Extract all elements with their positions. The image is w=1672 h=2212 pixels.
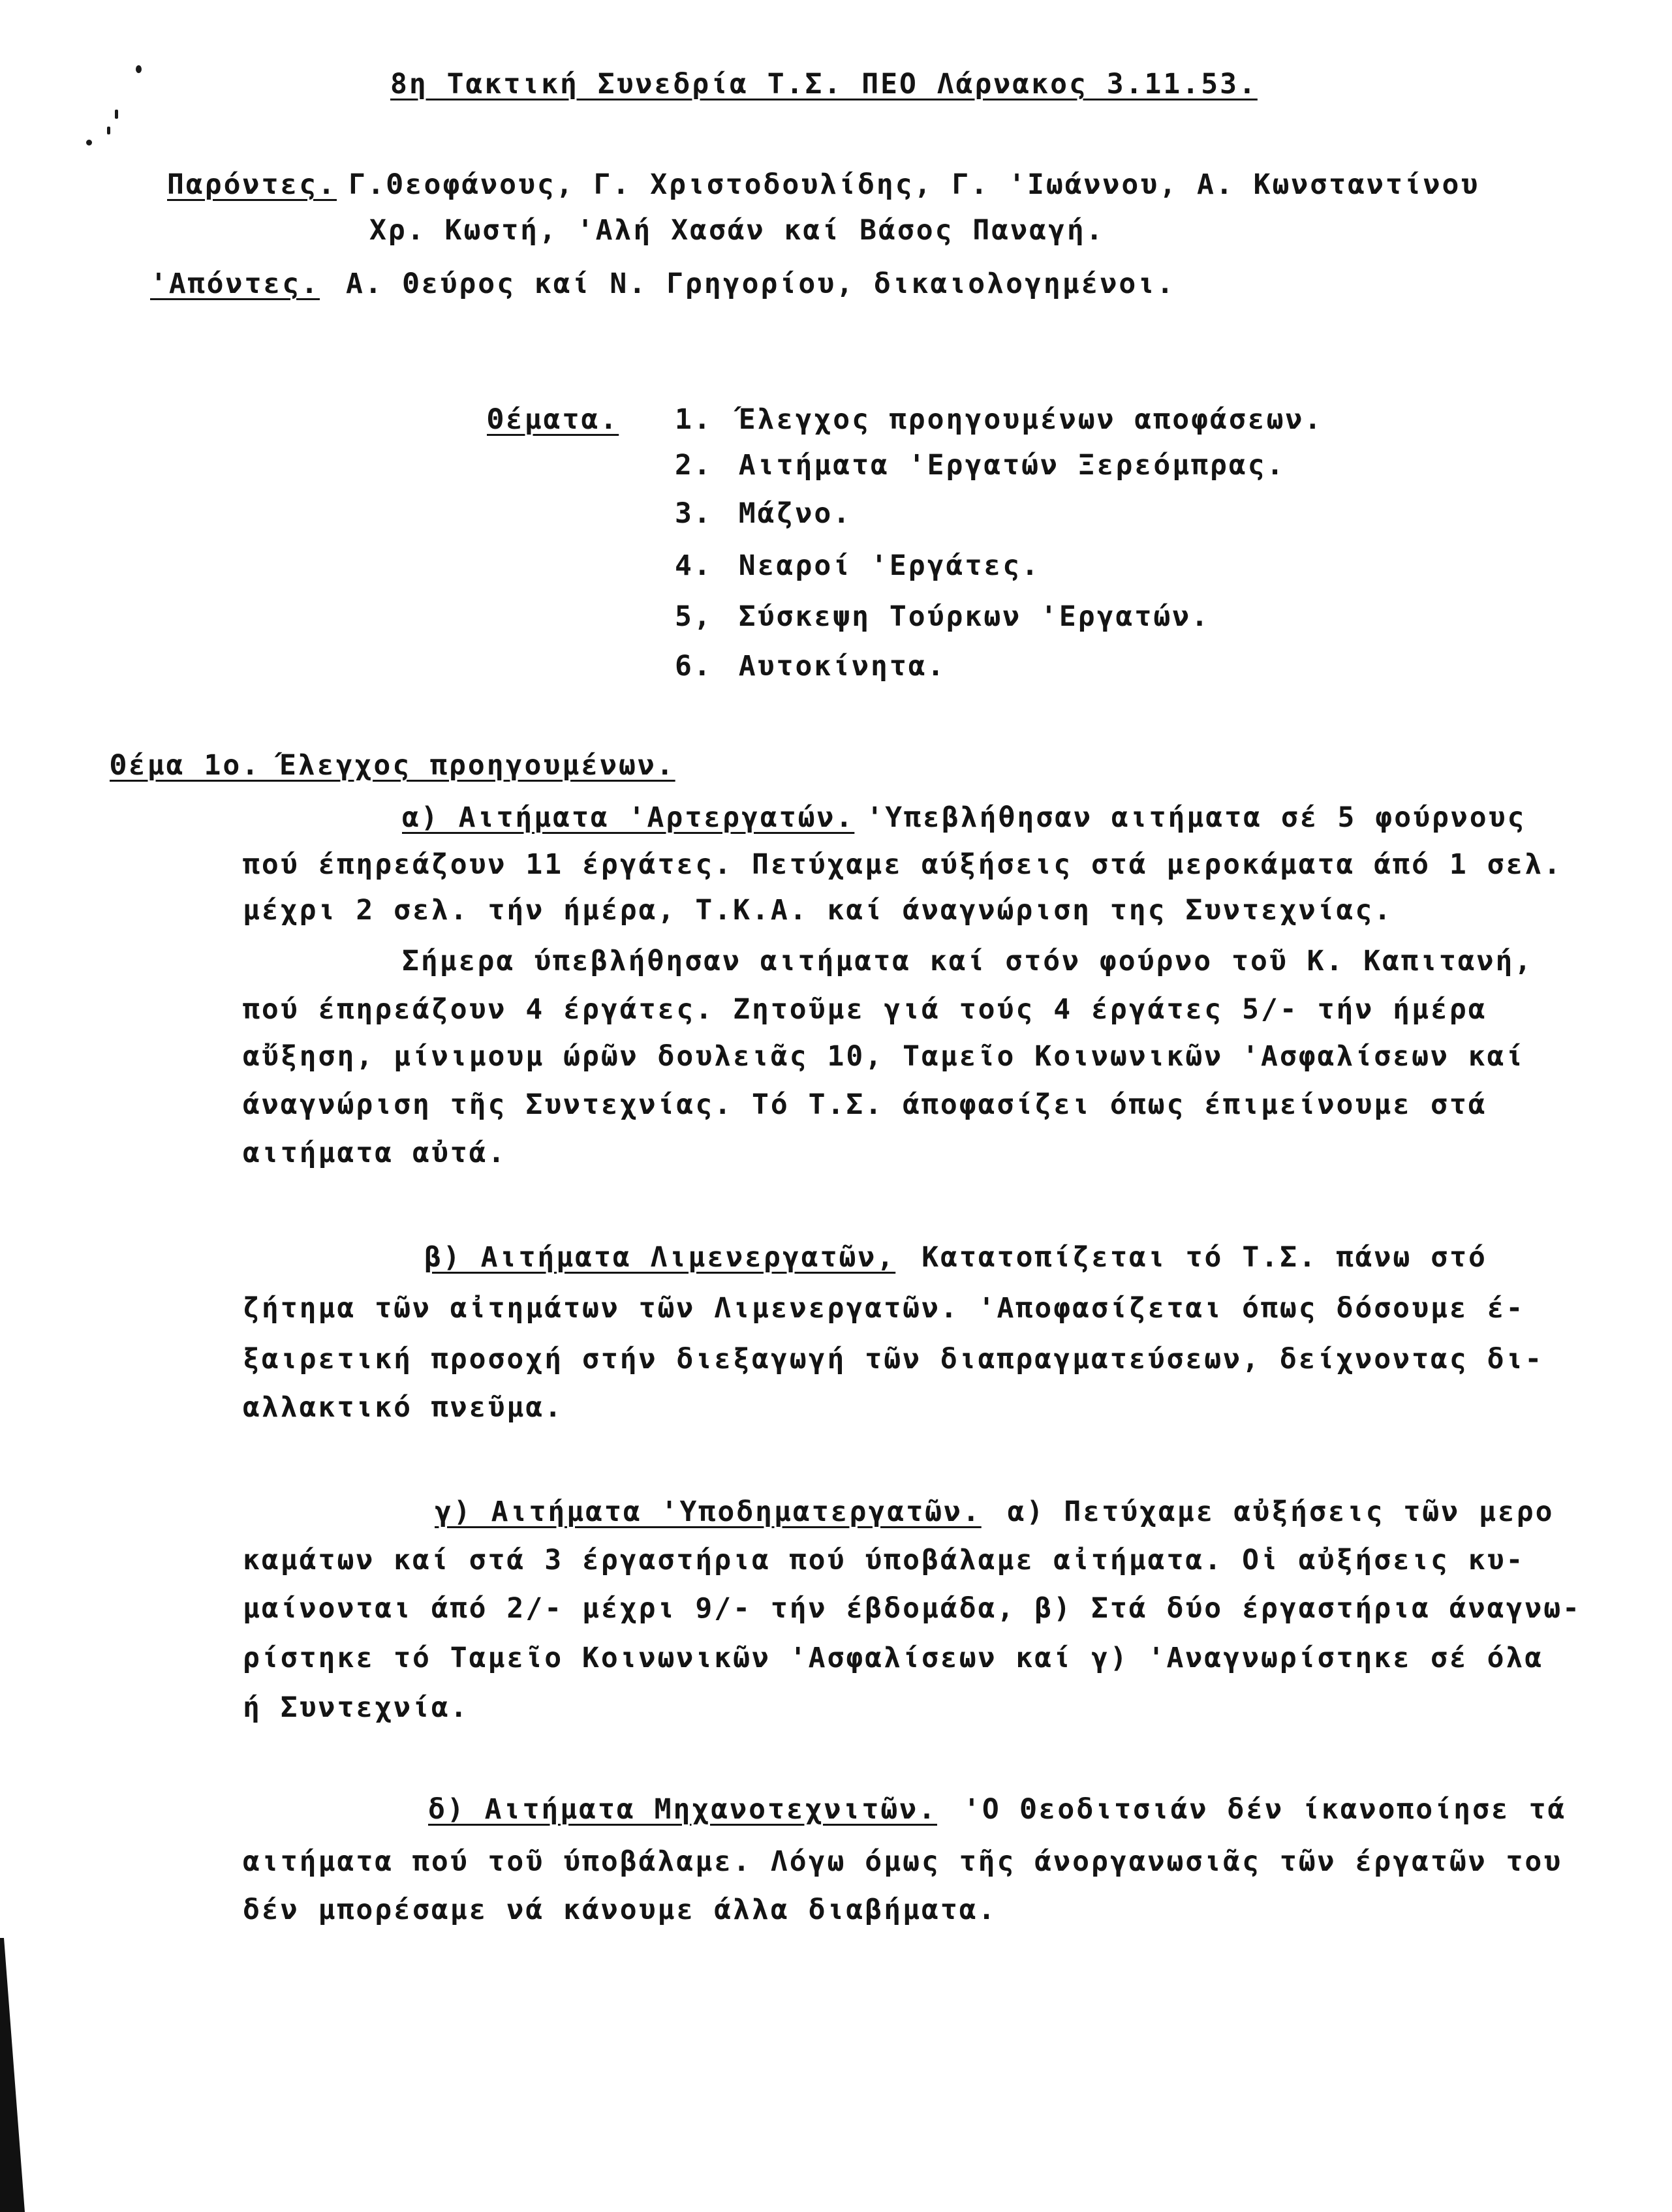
paragraph-line: μαίνονται άπό 2/- μέχρι 9/- τήν έβδομάδα, β) Στά δύο έργαστήρια άναγνω- bbox=[243, 1592, 1582, 1625]
paragraph-line: αλλακτικό πνεῦμα. bbox=[243, 1391, 564, 1424]
paragraph-line: ζήτημα τῶν αἰτημάτων τῶν Λιμενεργατῶν. 'Αποφασίζεται όπως δόσουμε έ- bbox=[243, 1292, 1525, 1325]
scan-speck bbox=[136, 65, 142, 73]
absent-names: Α. Θεύρος καί Ν. Γρηγορίου, δικαιολογημένοι. bbox=[346, 268, 1176, 300]
agenda-item bbox=[675, 650, 946, 683]
scan-speck bbox=[115, 110, 118, 119]
agenda-item bbox=[675, 549, 1040, 582]
scan-edge-shadow bbox=[0, 1938, 39, 2212]
agenda-item bbox=[675, 449, 1286, 482]
document-title: 8η Τακτική Συνεδρία Τ.Σ. ΠΕΟ Λάρνακος 3.11.53. bbox=[390, 68, 1258, 100]
agenda-item-number: 3. bbox=[675, 497, 713, 530]
agenda-item-number: 4. bbox=[675, 549, 713, 582]
paragraph-line: μέχρι 2 σελ. τήν ήμέρα, Τ.Κ.Α. καί άναγνώριση της Συντεχνίας. bbox=[243, 894, 1393, 927]
paragraph-line: πού έπηρεάζουν 4 έργάτες. Ζητοῦμε γιά τούς 4 έργάτες 5/- τήν ήμέρα bbox=[243, 993, 1487, 1026]
paragraph-line: καμάτων καί στά 3 έργαστήρια πού ύποβάλαμε αἰτήματα. Οἱ αὐξήσεις κυ- bbox=[243, 1544, 1525, 1576]
agenda-label: Θέματα. bbox=[487, 403, 619, 436]
agenda-item-number: 1. bbox=[675, 403, 713, 436]
agenda-item bbox=[675, 497, 852, 530]
agenda-item bbox=[675, 403, 1324, 436]
subsection-c-label: γ) Αιτήματα 'Υποδηματεργατῶν. bbox=[435, 1496, 982, 1528]
paragraph-line: πού έπηρεάζουν 11 έργάτες. Πετύχαμε αύξήσεις στά μεροκάματα άπό 1 σελ. bbox=[243, 848, 1563, 881]
agenda-item-text: Αυτοκίνητα. bbox=[738, 650, 946, 683]
absent-label: 'Απόντες. bbox=[150, 268, 320, 300]
paragraph-line: δέν μπορέσαμε νά κάνουμε άλλα διαβήματα. bbox=[243, 1894, 997, 1926]
agenda-item-number: 2. bbox=[675, 449, 713, 482]
scan-speck bbox=[86, 140, 92, 146]
paragraph-line: ρίστηκε τό Ταμεῖο Κοινωνικῶν 'Ασφαλίσεων καί γ) 'Αναγνωρίστηκε σέ όλα bbox=[243, 1642, 1544, 1674]
paragraph-line: 'Ο Θεοδιτσιάν δέν ίκανοποίησε τά bbox=[963, 1793, 1567, 1826]
agenda-item-text: Μάζνο. bbox=[738, 497, 852, 530]
agenda-item-text: Νεαροί 'Εργάτες. bbox=[738, 549, 1040, 582]
paragraph-line: α) Πετύχαμε αὐξήσεις τῶν μερο bbox=[1007, 1496, 1555, 1528]
subsection-d-first-line bbox=[428, 1793, 1567, 1826]
subsection-a-label: α) Αιτήματα 'Αρτεργατών. bbox=[402, 801, 855, 834]
paragraph-line: αιτήματα πού τοῦ ύποβάλαμε. Λόγω όμως τῆς άνοργανωσιᾶς τῶν έργατῶν του bbox=[243, 1845, 1563, 1878]
present-label: Παρόντες. bbox=[167, 168, 337, 201]
subsection-c-first-line bbox=[435, 1498, 1555, 1526]
paragraph-line: ή Συντεχνία. bbox=[243, 1691, 469, 1724]
subsection-b-first-line bbox=[424, 1241, 1487, 1274]
paragraph-line: αὔξηση, μίνιμουμ ώρῶν δουλειᾶς 10, Ταμεῖο Κοινωνικῶν 'Ασφαλίσεων καί bbox=[243, 1040, 1525, 1073]
subsection-d-label: δ) Αιτήματα Μηχανοτεχνιτῶν. bbox=[428, 1793, 937, 1826]
agenda-item-text: Σύσκεψη Τούρκων 'Εργατών. bbox=[738, 600, 1210, 633]
paragraph-line: ξαιρετική προσοχή στήν διεξαγωγή τῶν διαπραγματεύσεων, δείχνοντας δι- bbox=[243, 1343, 1544, 1375]
paragraph-line: 'Υπεβλήθησαν αιτήματα σέ 5 φούρνους bbox=[866, 801, 1526, 834]
present-names: Γ.Θεοφάνους, Γ. Χριστοδουλίδης, Γ. 'Ιωάννου, Α. Κωνσταντίνου bbox=[348, 168, 1480, 201]
agenda-item-number: 6. bbox=[675, 650, 713, 683]
agenda-item-number: 5, bbox=[675, 600, 713, 633]
present-names-continued: Χρ. Κωστή, 'Αλή Χασάν καί Βάσος Παναγή. bbox=[369, 214, 1105, 247]
agenda-item-text: Αιτήματα 'Εργατών Ξερεόμπρας. bbox=[738, 449, 1286, 482]
agenda-item-text: Έλεγχος προηγουμένων αποφάσεων. bbox=[738, 403, 1324, 436]
paragraph-line: Κατατοπίζεται τό Τ.Σ. πάνω στό bbox=[921, 1241, 1487, 1274]
agenda-item bbox=[675, 600, 1210, 633]
absent-row bbox=[150, 270, 1175, 298]
subsection-b-label: β) Αιτήματα Λιμενεργατῶν, bbox=[424, 1241, 896, 1274]
paragraph-line: Σήμερα ύπεβλήθησαν αιτήματα καί στόν φούρνο τοῦ Κ. Καπιτανή, bbox=[402, 945, 1534, 977]
paragraph-line: αιτήματα αὐτά. bbox=[243, 1137, 507, 1169]
subsection-a-first-line bbox=[402, 801, 1526, 834]
scan-speck bbox=[107, 127, 110, 134]
section-heading: Θέμα 1ο. Έλεγχος προηγουμένων. bbox=[110, 749, 675, 782]
present-row bbox=[167, 168, 1480, 201]
paragraph-line: άναγνώριση τῆς Συντεχνίας. Τό Τ.Σ. άποφασίζει όπως έπιμείνουμε στά bbox=[243, 1088, 1487, 1121]
